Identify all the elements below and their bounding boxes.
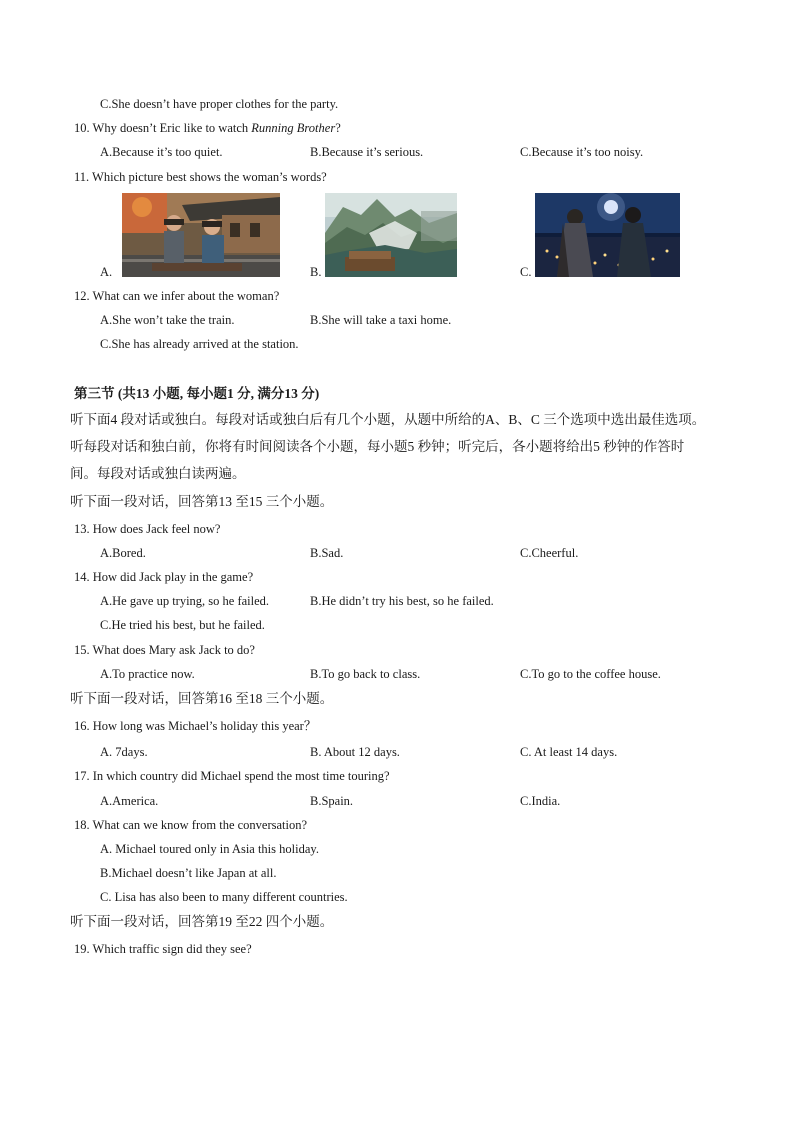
group-1-instruction: 听下面一段对话，回答第13 至15 三个小题。 <box>70 494 334 509</box>
q11-picture-c <box>535 193 680 277</box>
q15-stem: 15. What does Mary ask Jack to do? <box>74 643 255 657</box>
q11-picture-a <box>122 193 280 277</box>
q12-option-a: A.She won’t take the train. <box>100 313 235 327</box>
q18-option-a: A. Michael toured only in Asia this holiday. <box>100 842 319 856</box>
q18-option-c: C. Lisa has also been to many different countries. <box>100 890 348 904</box>
misty-mountain-landscape-image <box>325 193 457 277</box>
q12-option-c: C.She has already arrived at the station. <box>100 337 299 351</box>
q14-option-a: A.He gave up trying, so he failed. <box>100 594 270 608</box>
q15-option-a: A.To practice now. <box>100 667 195 681</box>
q13-stem: 13. How does Jack feel now? <box>74 522 221 536</box>
q17-option-a: A.America. <box>100 794 159 808</box>
q10-stem-title: Running Brother <box>251 121 336 135</box>
section-3-title: 第三节 (共13 小题, 每小题1 分, 满分13 分) <box>74 386 320 401</box>
q13-option-b: B.Sad. <box>310 546 344 560</box>
q18-option-b: B.Michael doesn’t like Japan at all. <box>100 866 277 880</box>
q16-option-c: C. At least 14 days. <box>520 745 618 759</box>
group-2-instruction: 听下面一段对话，回答第16 至18 三个小题。 <box>70 691 334 706</box>
q10-option-c: C.Because it’s too noisy. <box>520 145 644 159</box>
q10-stem-pre: 10. Why doesn’t Eric like to watch <box>74 121 252 135</box>
q17-option-c: C.India. <box>520 794 561 808</box>
section-3-instruction-line-1: 听下面4 段对话或独白。每段对话或独白后有几个小题，从题中所给的A、B、C 三个选项中选出最佳选项。 <box>70 412 706 427</box>
q17-option-b: B.Spain. <box>310 794 354 808</box>
q11-label-a: A. <box>100 265 113 279</box>
q12-option-b: B.She will take a taxi home. <box>310 313 452 327</box>
q16-stem: 16. How long was Michael’s holiday this year？ <box>74 719 317 733</box>
q14-option-b: B.He didn’t try his best, so he failed. <box>310 594 494 608</box>
q18-stem: 18. What can we know from the conversation? <box>74 818 308 832</box>
q14-stem: 14. How did Jack play in the game? <box>74 570 254 584</box>
q16-option-a: A. 7days. <box>100 745 148 759</box>
q11-stem: 11. Which picture best shows the woman’s words? <box>74 170 327 184</box>
group-3-instruction: 听下面一段对话，回答第19 至22 四个小题。 <box>70 914 334 929</box>
q16-option-b: B. About 12 days. <box>310 745 400 759</box>
q11-label-b: B. <box>310 265 322 279</box>
q14-option-c: C.He tried his best, but he failed. <box>100 618 265 632</box>
q13-option-a: A.Bored. <box>100 546 146 560</box>
animated-characters-town-scene-image <box>122 193 280 277</box>
q17-stem: 17. In which country did Michael spend the most time touring? <box>74 769 390 783</box>
q12-stem: 12. What can we infer about the woman? <box>74 289 280 303</box>
q15-option-b: B.To go back to class. <box>310 667 421 681</box>
section-3-instruction-line-2: 听每段对话和独白前，你将有时间阅读各个小题，每小题5 秒钟；听完后，各小题将给出5 秒钟的作答时 <box>70 439 685 454</box>
q10-option-b: B.Because it’s serious. <box>310 145 424 159</box>
q9-option-c: C.She doesn’t have proper clothes for the party. <box>100 97 339 111</box>
q19-stem: 19. Which traffic sign did they see? <box>74 942 252 956</box>
q10-stem <box>74 120 341 136</box>
q11-label-c: C. <box>520 265 532 279</box>
q11-picture-b <box>325 193 457 277</box>
q15-option-c: C.To go to the coffee house. <box>520 667 661 681</box>
q13-option-c: C.Cheerful. <box>520 546 579 560</box>
night-city-view-two-figures-image <box>535 193 680 277</box>
section-3-instruction-line-3: 间。每段对话或独白读两遍。 <box>70 466 246 481</box>
q10-option-a: A.Because it’s too quiet. <box>100 145 223 159</box>
q10-stem-post: ? <box>335 121 341 135</box>
